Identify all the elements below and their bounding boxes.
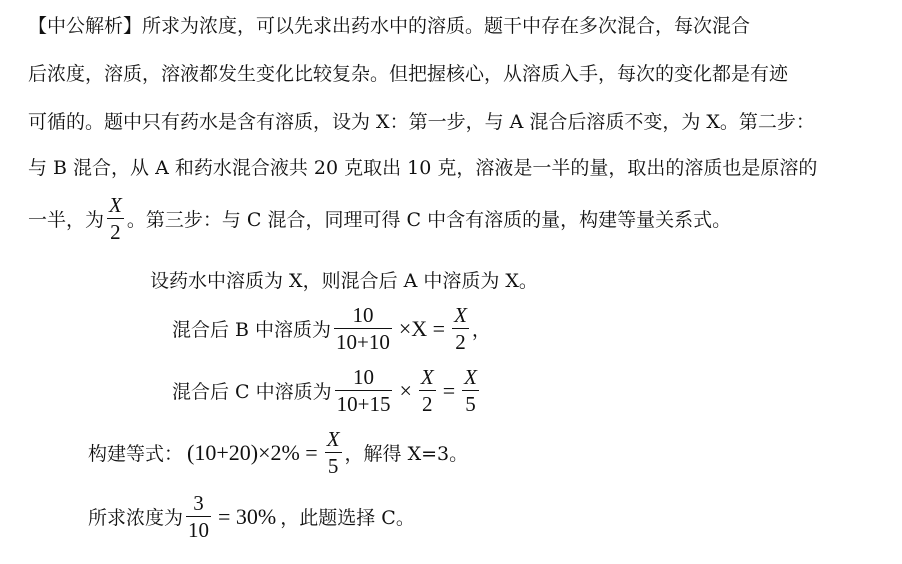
analysis-line-3: 可循的。题中只有药水是含有溶质，设为 X：第一步，与 A 混合后溶质不变，为 X。第二步：	[28, 111, 815, 133]
fraction-numerator: 3	[193, 491, 204, 515]
step-3	[172, 364, 482, 417]
fraction-x-over-2	[107, 192, 124, 245]
fraction-denominator: 2	[422, 392, 433, 416]
step-3-times: ×	[399, 377, 412, 403]
analysis-line-1: 【中公解析】所求为浓度，可以先求出药水中的溶质。题干中存在多次混合，每次混合	[28, 15, 751, 37]
step-5-end: ，此题选择 C。	[280, 507, 415, 529]
step-5	[88, 490, 415, 543]
fraction-x-over-5	[462, 364, 479, 417]
fraction-10-over-20	[334, 302, 392, 355]
fraction-numerator: X	[454, 303, 467, 327]
step-2-label: 混合后 B 中溶质为	[172, 319, 332, 341]
fraction-denominator: 10+15	[336, 392, 391, 416]
step-3-label: 混合后 C 中溶质为	[172, 381, 332, 403]
fraction-denominator: 5	[465, 392, 476, 416]
fraction-numerator: 10	[353, 365, 375, 389]
analysis-line-4: 与 B 混合，从 A 和药水混合液共 20 克取出 10 克，溶液是一半的量，取出的溶质也是原溶的	[28, 157, 818, 179]
step-5-label: 所求浓度为	[88, 507, 184, 529]
fraction-denominator: 2	[455, 330, 466, 354]
fraction-x-over-2	[419, 364, 436, 417]
step-4	[88, 426, 468, 479]
fraction-numerator: X	[464, 365, 477, 389]
step-4-label: 构建等式：	[88, 443, 184, 465]
fraction-numerator: X	[326, 427, 340, 451]
fraction-numerator: X	[109, 193, 122, 217]
analysis-line-5-post: 。第三步：与 C 混合，同理可得 C 中含有溶质的量，构建等量关系式。	[126, 209, 732, 231]
fraction-denominator: 10	[188, 518, 210, 542]
fraction-3-over-10	[186, 490, 211, 543]
fraction-x-over-5	[325, 426, 342, 479]
fraction-numerator: 10	[352, 303, 374, 327]
step-2-end: ，	[471, 319, 491, 341]
fraction-x-over-2	[452, 302, 469, 355]
step-4-end: ，解得 X=3。	[344, 443, 469, 465]
step-2-times-x: ×X =	[398, 315, 446, 341]
step-1: 设药水中溶质为 X，则混合后 A 中溶质为 X。	[150, 270, 538, 292]
analysis-line-5	[28, 192, 731, 245]
fraction-numerator: X	[420, 365, 434, 389]
analysis-line-5-pre: 一半，为	[28, 209, 105, 231]
fraction-10-over-25	[335, 364, 393, 417]
analysis-line-2: 后浓度，溶质，溶液都发生变化比较复杂。但把握核心，从溶质入手，每次的变化都是有迹	[28, 63, 789, 85]
step-5-result: = 30%	[218, 503, 277, 529]
step-2	[172, 302, 491, 355]
fraction-denominator: 2	[110, 220, 121, 244]
step-3-equals: =	[442, 377, 456, 403]
fraction-denominator: 10+10	[336, 330, 390, 354]
fraction-denominator: 5	[327, 454, 339, 478]
step-4-expression: (10+20)×2% =	[187, 439, 318, 465]
